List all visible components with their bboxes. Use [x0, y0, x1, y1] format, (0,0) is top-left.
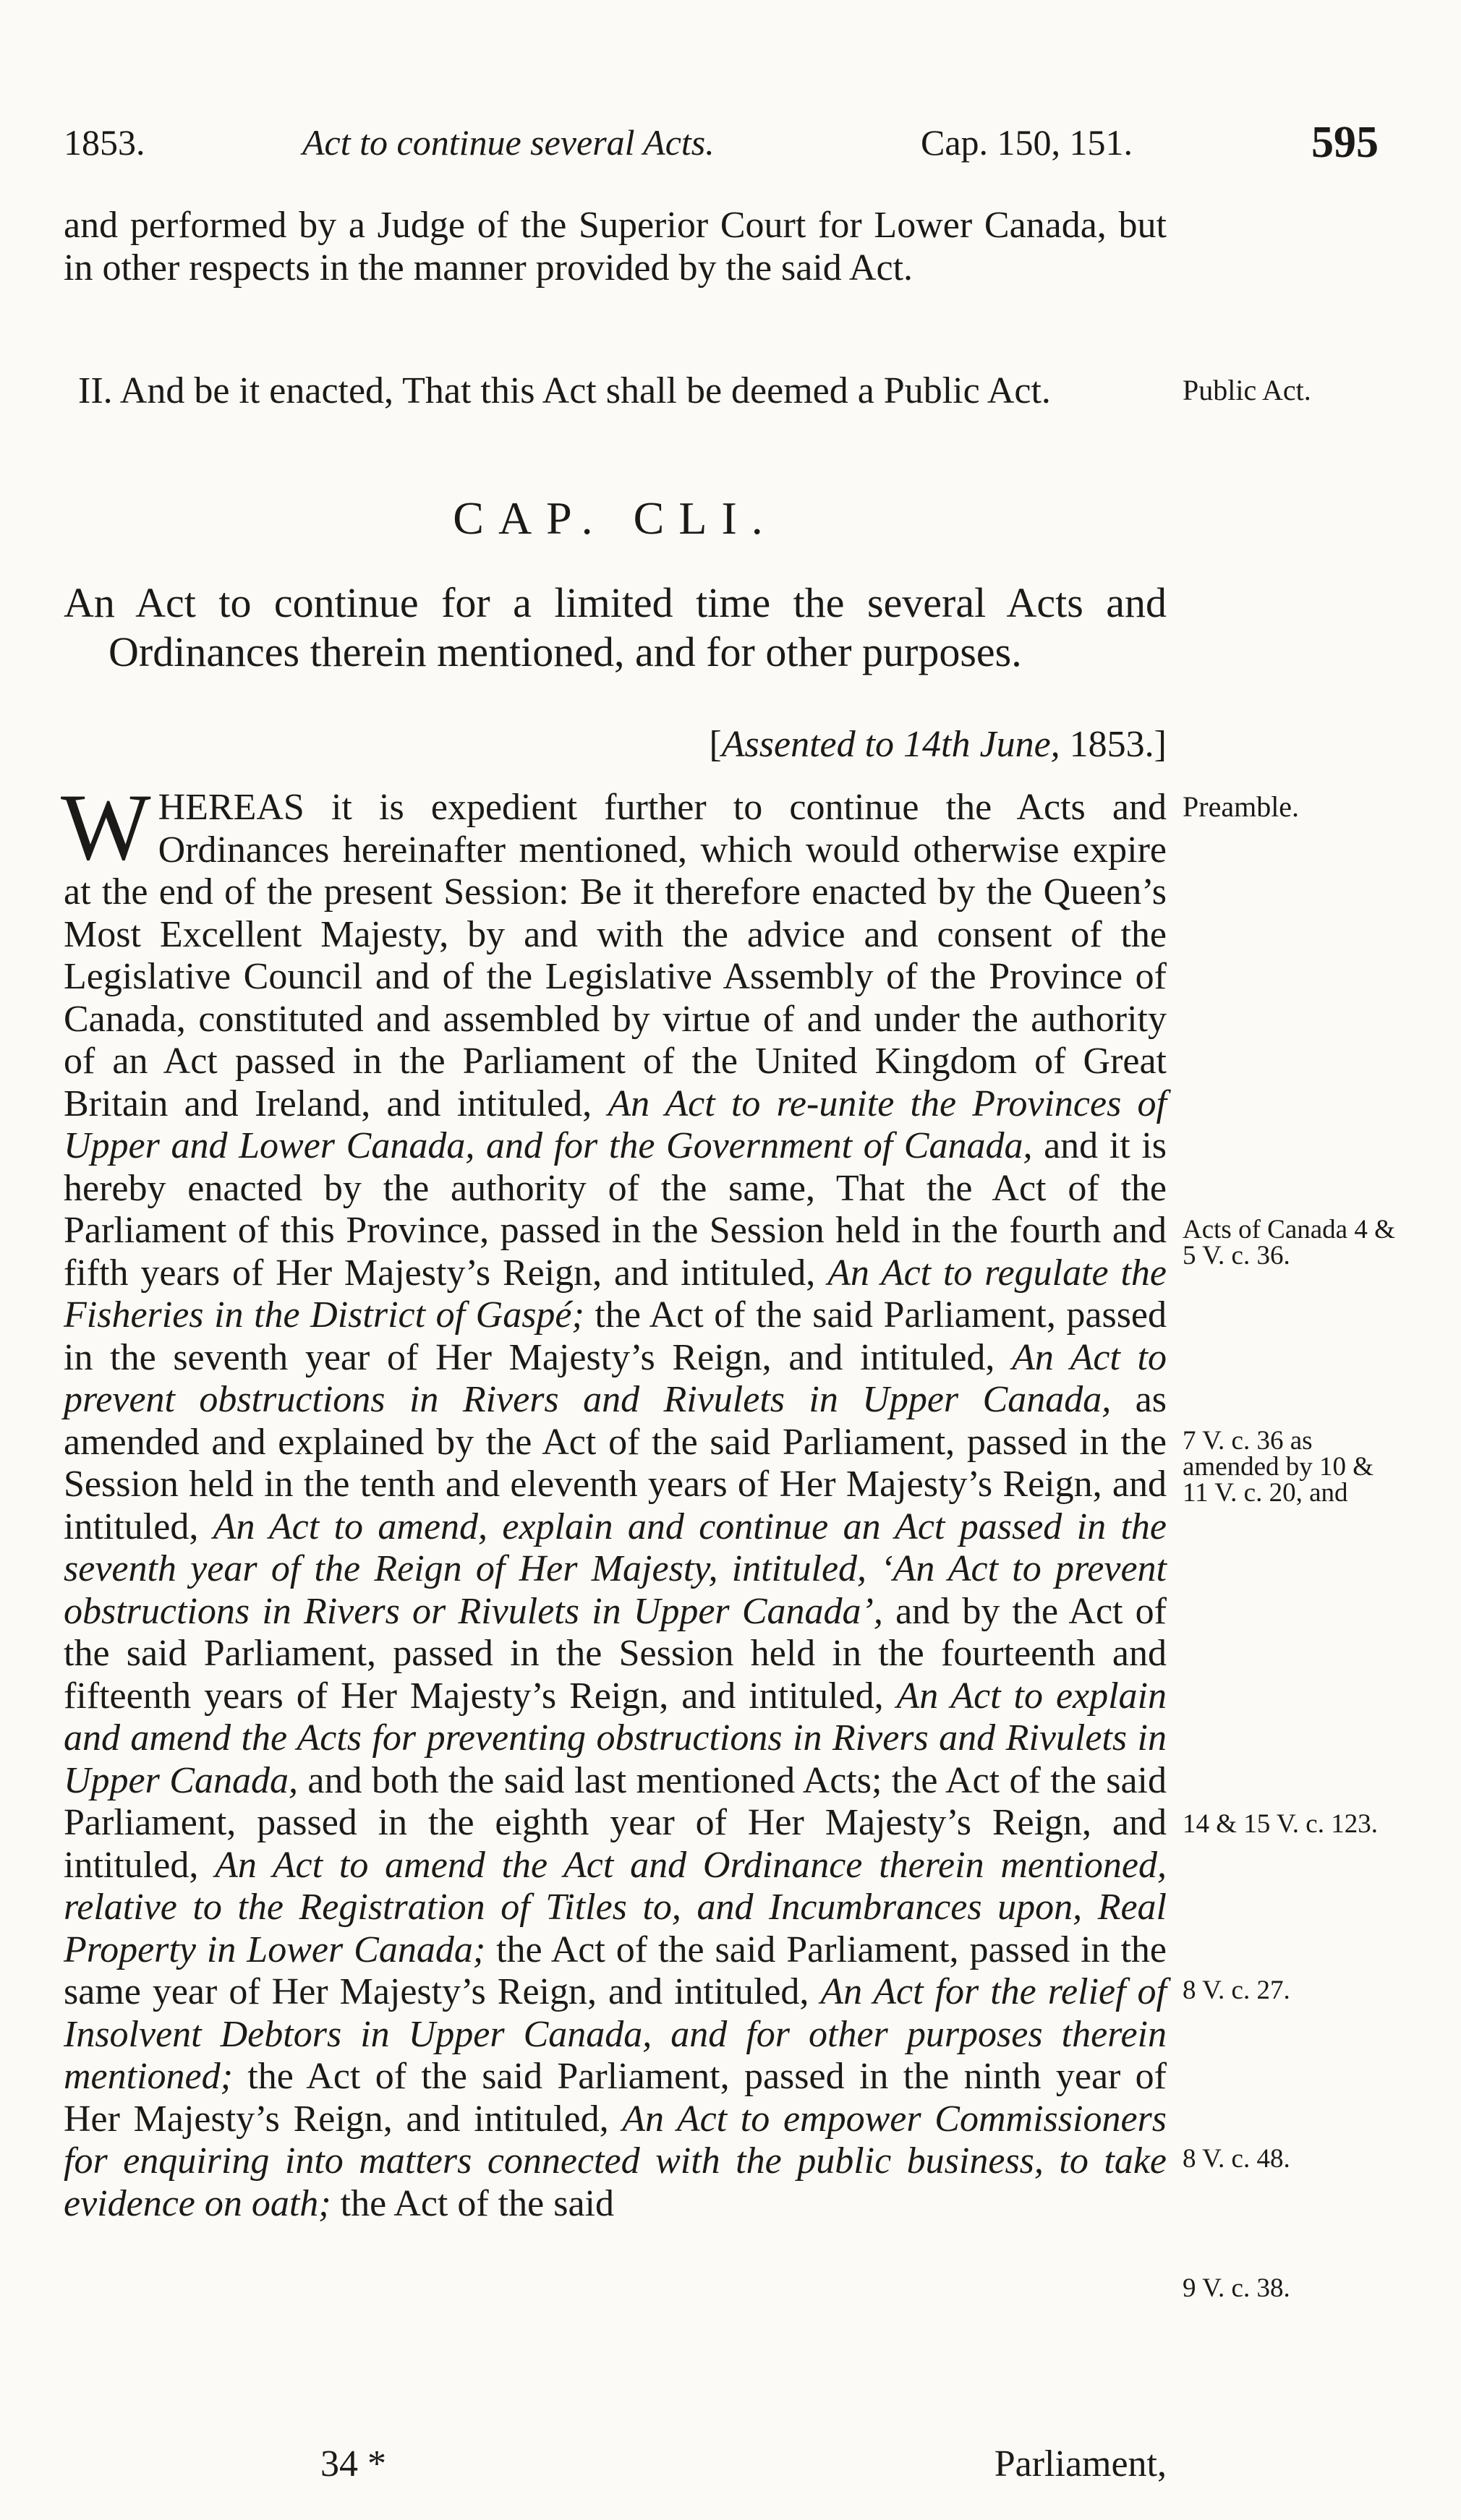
act-citation-italic: An Act to empower Commissioners for enquiring into matters connected with the public business, to take evidence on oath; — [64, 2098, 1167, 2224]
catchword: Parliament, — [994, 2443, 1167, 2485]
margin-note-acts-of-canada: Acts of Canada 4 & 5 V. c. 36. — [1183, 1215, 1395, 1270]
act-long-title: An Act to continue for a limited time the several Acts and Ordinances therein mentioned, and for other purposes. — [64, 579, 1167, 675]
act-citation-italic: An Act to amend the Act and Ordinance therein mentioned, relative to the Registration of Titles to, and Incumbrances upon, Real Property in Lower Canada; — [64, 1844, 1167, 1970]
assent-bracket: [ — [709, 724, 722, 765]
margin-note-7v-c36: 7 V. c. 36 as amended by 10 & 11 V. c. 20, and — [1183, 1426, 1374, 1508]
chapter-heading: CAP. CLI. — [453, 492, 778, 544]
act-citation-italic: An Act to explain and amend the Acts for preventing obstructions in Rivers and Rivulets in Upper Canada, — [64, 1675, 1167, 1801]
margin-note-preamble: Preamble. — [1183, 790, 1300, 823]
act-citation-italic: An Act to regulate the Fisheries in the District of Gaspé; — [64, 1252, 1167, 1336]
act-citation-italic: An Act to prevent obstructions in Rivers and Rivulets in Upper Canada, — [64, 1336, 1167, 1420]
continued-text: and performed by a Judge of the Superior Court for Lower Canada, but in other respects in the manner provided by the said Act. — [64, 205, 1167, 289]
act-citation-italic: An Act to re-unite the Provinces of Upper and Lower Canada, and for the Government of Canada, — [64, 1082, 1167, 1166]
header-title: Act to continue several Acts. — [302, 122, 715, 163]
section-two — [64, 370, 1167, 413]
act-citation-italic: An Act for the relief of Insolvent Debtors in Upper Canada, and for other purposes therein mentioned; — [64, 1971, 1167, 2097]
assent-year: 1853.] — [1060, 724, 1167, 765]
margin-note-8v-c48: 8 V. c. 48. — [1183, 2144, 1290, 2174]
page-footer — [64, 2443, 1167, 2493]
drop-cap: W — [61, 774, 151, 880]
body-text-run: the Act of the said Parliament, passed in the same year of Her Majesty’s Reign, and intituled, — [64, 1929, 1167, 2012]
header-chapter: Cap. 150, 151. — [921, 122, 1133, 163]
header-year: 1853. — [64, 122, 145, 163]
body-text-run: the Act of the said Parliament, passed in the seventh year of Her Majesty’s Reign, and intituled, — [64, 1294, 1167, 1378]
body-text-run: the Act of the said — [331, 2182, 614, 2224]
assent-date — [64, 723, 1167, 766]
margin-note-9v-c38: 9 V. c. 38. — [1183, 2273, 1290, 2303]
preamble-paragraph — [61, 774, 1167, 2225]
body-text-run: as amended and explained by the Act of the said Parliament, passed in the Session held in the tenth and eleventh years of Her Majesty’s Reign, and intituled, — [64, 1379, 1167, 1547]
body-text-run: the Act of the said Parliament, passed in the ninth year of Her Majesty’s Reign, and intituled, — [64, 2056, 1167, 2140]
margin-note-8v-c27: 8 V. c. 27. — [1183, 1976, 1290, 2005]
margin-note-public-act: Public Act. — [1183, 374, 1311, 406]
body-text-run: and it is hereby enacted by the authority of the same, That the Act of the Parliament of this Province, passed in the Session held in the fourth and fifth years of Her Majesty’s Reign, and intituled, — [64, 1125, 1167, 1294]
running-header — [64, 118, 1402, 179]
body-text-run: HEREAS it is expedient further to continue the Acts and Ordinances hereinafter mentioned, which would otherwise expire at the end of the present Session: Be it therefore enacted by the Queen’s Most Excellent Majesty, by and with the advice and consent of the Legislative Council and of the Legislative Assembly of the Province of Canada, constituted and assembled by virtue of and under the authority of an Act passed in the Parliament of the United Kingdom of Great Britain and Ireland, and intituled, — [64, 787, 1167, 1124]
signature-mark: 34 * — [320, 2443, 386, 2485]
continued-paragraph — [64, 205, 1167, 289]
body-text-run: and by the Act of the said Parliament, passed in the Session held in the fourteenth and fifteenth years of Her Majesty’s Reign, and intituled, — [64, 1590, 1167, 1717]
body-text-run: and both the said last mentioned Acts; the Act of the said Parliament, passed in the eighth year of Her Majesty’s Reign, and intituled, — [64, 1759, 1167, 1886]
act-citation-italic: An Act to amend, explain and continue an Act passed in the seventh year of the Reign of Her Majesty, intituled, ‘An Act to prevent obstructions in Rivers or Rivulets in Upper Canada’, — [64, 1505, 1167, 1632]
assent-text: Assented to 14th June, — [721, 724, 1060, 765]
preamble-body — [61, 774, 1167, 2225]
margin-note-14-15v: 14 & 15 V. c. 123. — [1183, 1809, 1378, 1839]
section-two-text: II. And be it enacted, That this Act shall be deemed a Public Act. — [78, 370, 1051, 411]
page-number: 595 — [1311, 118, 1379, 167]
